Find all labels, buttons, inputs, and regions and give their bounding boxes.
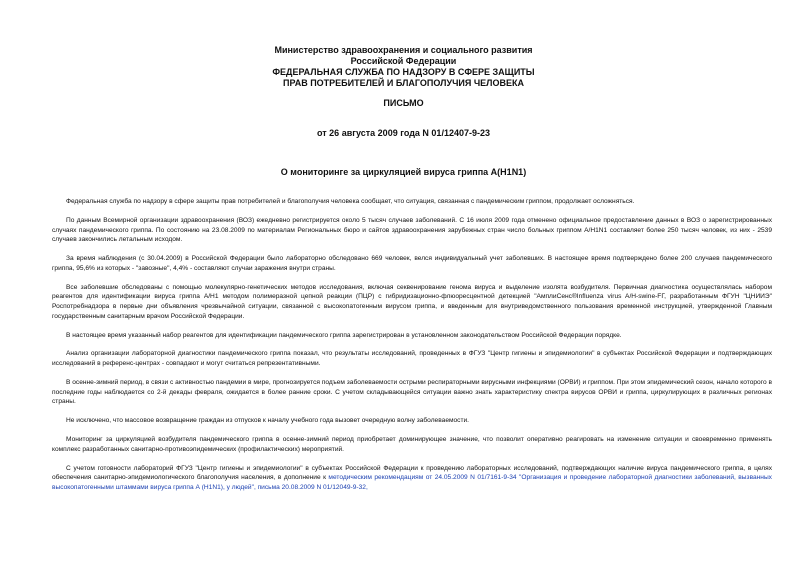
authority-line: Российской Федерации [350,56,457,66]
paragraph: По данным Всемирной организации здравоохранения (ВОЗ) ежедневно регистрируется около 5 тысяч случаев заболеваний. С 16 июля 2009 года отменено официальное предоставление данных в ВОЗ о зарегистрированных случаях пандемического гриппа. По состоянию на 23.08.2009 по материалам Региональных бюро и сайтов здравоохранения зарубежных стран число больных гриппом A/H1N1 составляет более 250 тысяч человек, из них - 2539 случаев закончились летальным исходом. [52,216,772,244]
authority-line: Министерство здравоохранения и социального развития [274,45,533,55]
paragraph-with-link [52,464,772,493]
authority-line: ПРАВ ПОТРЕБИТЕЛЕЙ И БЛАГОПОЛУЧИЯ ЧЕЛОВЕКА [283,78,524,88]
paragraph: Федеральная служба по надзору в сфере защиты прав потребителей и благополучия человека сообщает, что ситуация, связанная с пандемическим гриппом, продолжает осложняться. [66,198,635,205]
paragraph: В осенне-зимний период, в связи с активностью пандемии в мире, прогнозируется подъем заболеваемости острыми респираторными вирусными инфекциями (ОРВИ) и гриппом. При этом эпидемический сезон, начало которого в последние годы наблюдается со 2-й декады февраля, ожидается в более ранние сроки. С учетом складывающейся ситуации важно знать характеристику спектра вирусов ОРВИ и гриппа, циркулирующих в различных регионах страны. [52,379,772,406]
paragraph: В настоящее время указанный набор реагентов для идентификации пандемического гриппа зарегистрирован в установленном законодательством Российской Федерации порядке. [66,331,622,339]
document-body [52,197,772,493]
document-date-number: от 26 августа 2009 года N 01/12407-9-23 [317,128,490,138]
document-type: ПИСЬМО [383,98,424,108]
authority-line: ФЕДЕРАЛЬНАЯ СЛУЖБА ПО НАДЗОРУ В СФЕРЕ ЗАЩИТЫ [272,67,535,77]
paragraph: Анализ организации лабораторной диагностики пандемического гриппа показал, что результаты исследований, проведенных в ФГУЗ "Центр гигиены и эпидемиологии" в субъектах Российской Федерации и подтверждающих исследований в референс-центрах - совпадают и могут считаться репрезентативными. [52,350,772,368]
issuing-authority [0,45,807,89]
paragraph: Не исключено, что массовое возвращение граждан из отпусков к началу учебного года вызовет очередную волну заболеваемости. [66,417,470,425]
methodical-recommendations-link[interactable]: методическим рекомендациям от 24.05.2009 N 01/7161-9-34 "Организация и проведение лабораторной диагностики заболеваний, вызванных высокопатогенными штаммами вируса гриппа А (H1N1), у людей", письма 20.08.2009 N 01/12049-9-32, [52,474,772,491]
document-title: О мониторинге за циркуляцией вируса гриппа А(H1N1) [280,167,527,177]
paragraph: Мониторинг за циркуляцией возбудителя пандемического гриппа в осенне-зимний период приобретает доминирующее значение, что позволит оперативно реагировать на изменение ситуации и своевременно применять комплекс разработанных санитарно-противоэпидемических (профилактических) мероприятий. [52,436,772,453]
paragraph-text: С учетом готовности лабораторий ФГУЗ "Центр гигиены и эпидемиологии" в субъектах Российской Федерации к проведению лабораторных исследований, подтверждающих наличие вируса пандемического гриппа, в целях обеспечения санитарно-эпидемиологического благополучия населения, в дополнение к [52,464,772,482]
paragraph: Все заболевшие обследованы с помощью молекулярно-генетических методов исследования, включая секвенирование генома вируса и выделение изолята возбудителя. Первичная диагностика осуществлялась набором реагентов для идентификации вируса гриппа A/H1 методом полимеразной цепной реакции (ПЦР) с гибридизационно-флюоресцентной детекцией "АмплиСенс®Influenza virus A/H-swine-FГ, разработанным ФГУН "ЦНИИЭ" Роспотребнадзора в первые дни объявления чрезвычайной ситуации, связанной с высокопатогенным вирусом гриппа, и введенным для внутриведомственного пользования временной инструкцией, утвержденной Главным государственным санитарным врачом Российской Федерации. [52,283,772,320]
paragraph: За время наблюдения (с 30.04.2009) в Российской Федерации было лабораторно обследовано 669 человек, велся индивидуальный учет заболевших. В настоящее время подтверждено более 200 случаев пандемического гриппа, 95,6% из которых - "завозные", 4,4% - составляют случаи заражения внутри страны. [52,255,772,272]
